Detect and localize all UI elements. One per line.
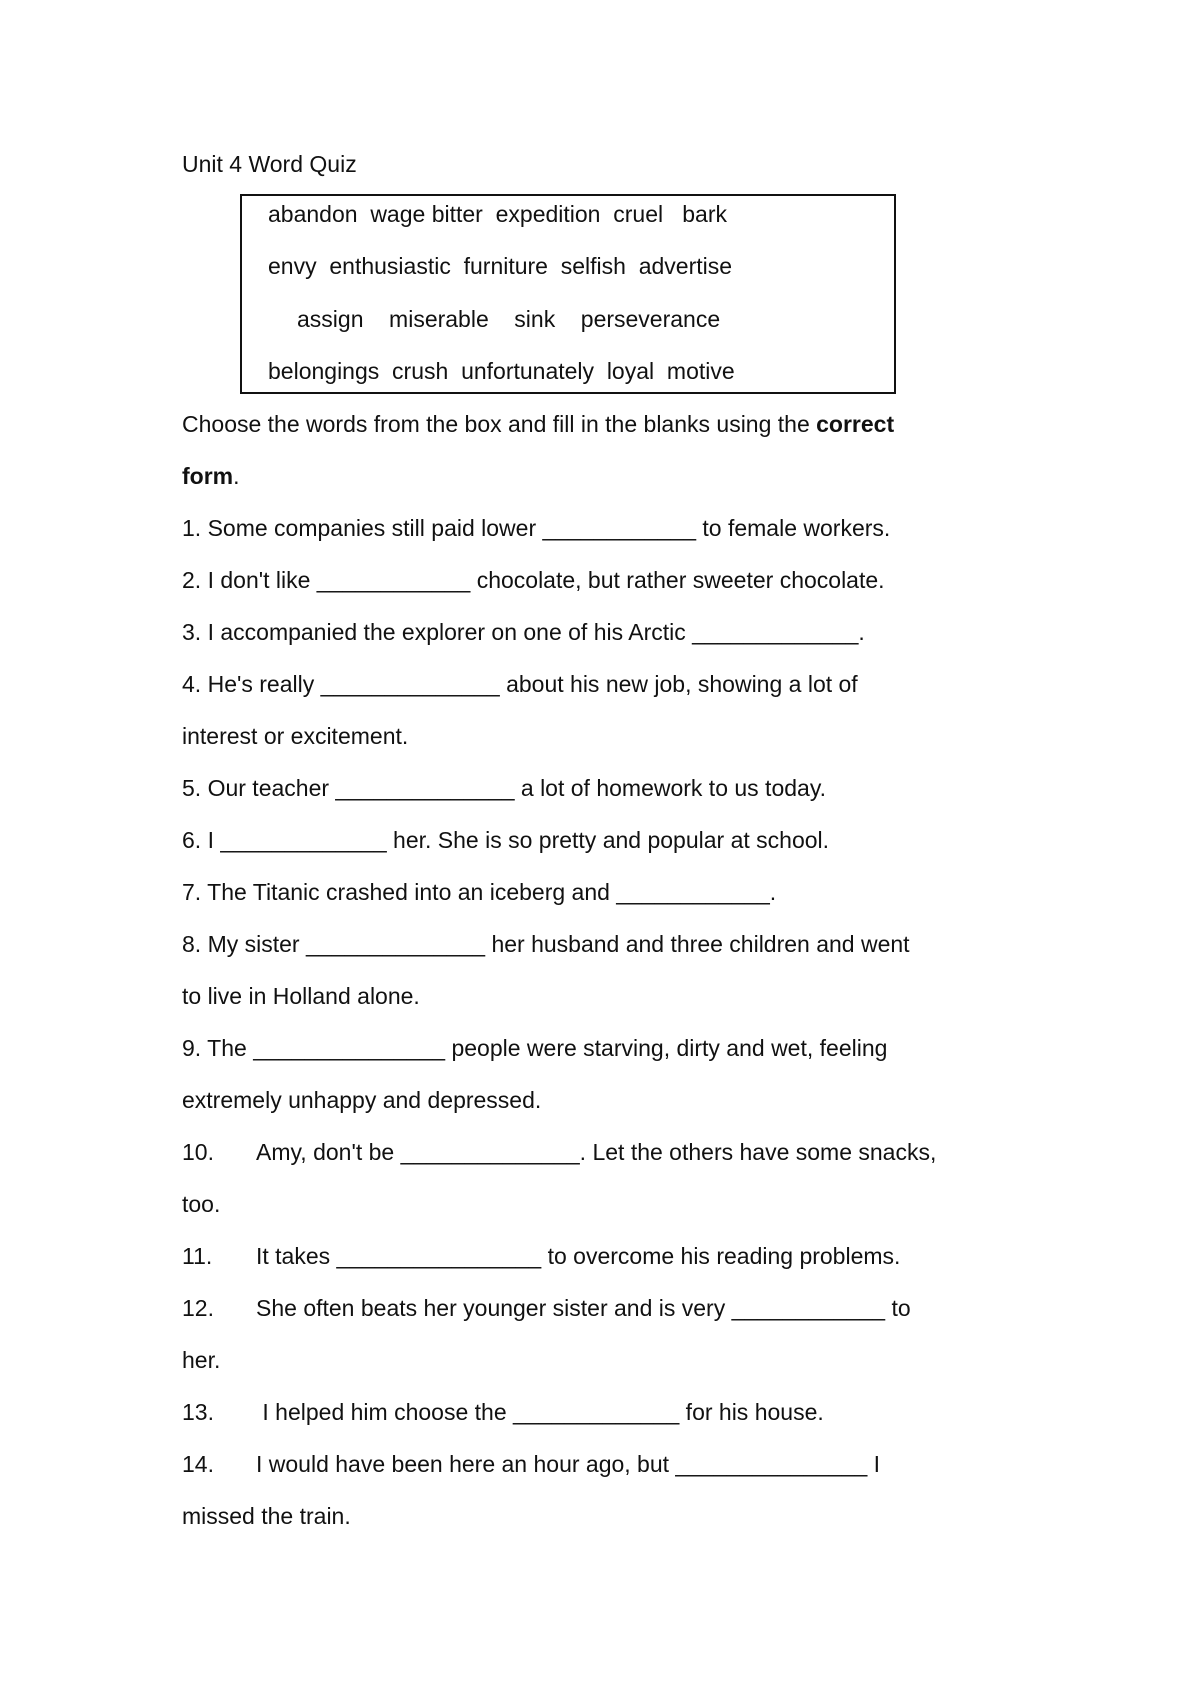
question-number: 10.: [182, 1139, 214, 1165]
question-text: I accompanied the explorer on one of his Arctic _____________.: [207, 619, 865, 645]
question-number: 5.: [182, 775, 202, 801]
instructions-text: Choose the words from the box and fill in the blanks using the: [182, 411, 817, 437]
question-1: [182, 512, 890, 544]
question-text: He's really ______________ about his new job, showing a lot of: [207, 671, 858, 697]
question-8: [182, 928, 910, 960]
word-box-row: assign miserable sink perseverance: [297, 306, 721, 332]
question-text: Some companies still paid lower ____________ to female workers.: [207, 515, 891, 541]
question-number: 3.: [182, 619, 202, 645]
question-5: [182, 772, 826, 804]
question-number: 2.: [182, 567, 202, 593]
question-13: [182, 1396, 824, 1428]
question-3: [182, 616, 865, 648]
question-text: It takes ________________ to overcome his reading problems.: [256, 1243, 901, 1269]
page-title: Unit 4 Word Quiz: [182, 151, 357, 177]
question-14-continued: missed the train.: [182, 1503, 351, 1529]
instructions: [182, 408, 894, 440]
question-7: [182, 876, 776, 908]
instructions-bold-word: correct: [816, 411, 895, 437]
question-number: 7.: [182, 879, 202, 905]
question-11: [182, 1240, 900, 1272]
question-2: [182, 564, 885, 596]
question-text: I would have been here an hour ago, but _______________ I: [256, 1451, 881, 1477]
question-8-continued: to live in Holland alone.: [182, 983, 420, 1009]
instructions-text: .: [233, 463, 240, 489]
question-4-continued: interest or excitement.: [182, 723, 409, 749]
question-text: The Titanic crashed into an iceberg and ____________.: [207, 879, 777, 905]
word-box-row: envy enthusiastic furniture selfish advertise: [268, 253, 733, 279]
question-text: I helped him choose the _____________ for his house.: [256, 1399, 824, 1425]
question-12: [182, 1292, 911, 1324]
question-12-continued: her.: [182, 1347, 221, 1373]
instructions-continued: [182, 460, 240, 492]
question-number: 4.: [182, 671, 202, 697]
question-9-continued: extremely unhappy and depressed.: [182, 1087, 542, 1113]
question-number: 12.: [182, 1295, 214, 1321]
question-number: 14.: [182, 1451, 214, 1477]
question-6: [182, 824, 829, 856]
question-number: 9.: [182, 1035, 202, 1061]
question-number: 1.: [182, 515, 202, 541]
question-10: [182, 1136, 936, 1168]
question-text: The _______________ people were starving, dirty and wet, feeling: [207, 1035, 888, 1061]
question-number: 11.: [182, 1243, 213, 1269]
question-text: I _____________ her. She is so pretty and popular at school.: [207, 827, 830, 853]
question-text: My sister ______________ her husband and three children and went: [207, 931, 910, 957]
question-10-continued: too.: [182, 1191, 221, 1217]
question-number: 13.: [182, 1399, 214, 1425]
question-text: I don't like ____________ chocolate, but rather sweeter chocolate.: [207, 567, 885, 593]
question-text: She often beats her younger sister and is very ____________ to: [256, 1295, 911, 1321]
question-4: [182, 668, 858, 700]
word-box-row: abandon wage bitter expedition cruel bark: [268, 201, 728, 227]
question-9: [182, 1032, 887, 1064]
word-box-row: belongings crush unfortunately loyal motive: [268, 358, 735, 384]
question-14: [182, 1448, 880, 1480]
question-text: Amy, don't be ______________. Let the others have some snacks,: [256, 1139, 937, 1165]
question-number: 8.: [182, 931, 202, 957]
instructions-bold-word: form: [182, 463, 234, 489]
question-text: Our teacher ______________ a lot of homework to us today.: [207, 775, 827, 801]
question-number: 6.: [182, 827, 202, 853]
